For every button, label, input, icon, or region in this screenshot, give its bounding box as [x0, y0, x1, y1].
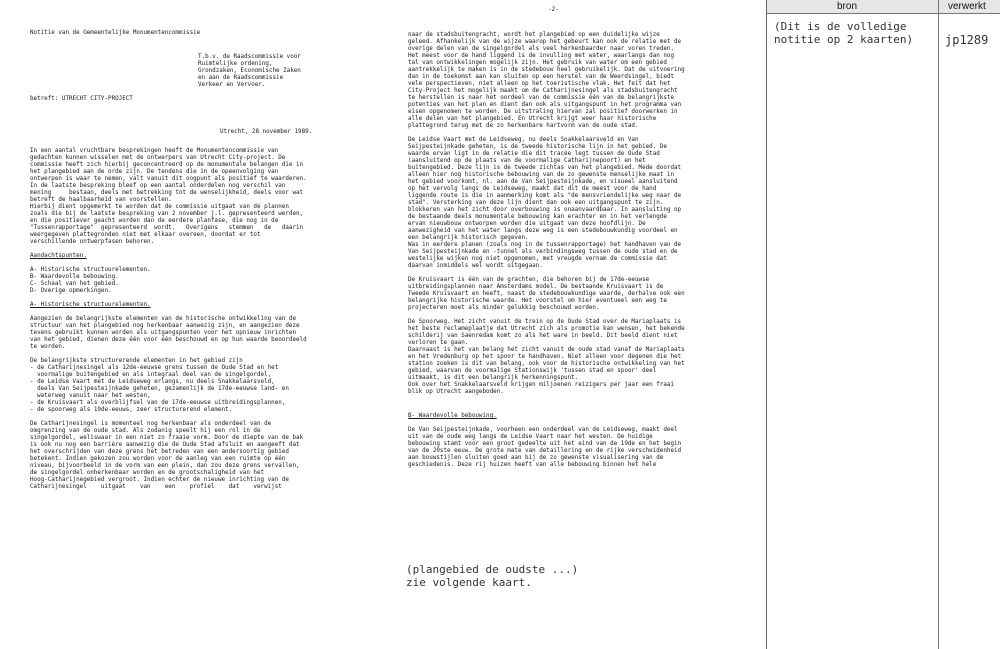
verwerkt-note: jp1289	[945, 33, 989, 47]
address-line: Ruimtelijke ordening,	[198, 61, 273, 67]
column-divider	[938, 0, 939, 649]
point-item: D- Overige opmerkingen.	[30, 288, 112, 294]
address-block	[198, 54, 392, 89]
left-column	[30, 0, 392, 491]
elements-list: - de Catharijnesingel als 12de-eeuwse grens tussen de Oude Stad en het voormalige buitengebied en als integraal deel van de singelgordel, - de Leidse Vaart met de Leidseweg erlangs, nu deels Snakkelaarsveld, deels Van Seijpesteijnkade geheten, gezamenlijk de 17de-eeuwse land- en waterweg vanuit naar het westen, - de Kruisvaart als overblijfsel van de 17de-eeuwse uitbreidingsplannen, - de spoorweg als 19de-eeuws, zeer structurerend element.	[30, 365, 289, 413]
point-item: A- Historische structuurelementen.	[30, 267, 151, 273]
handwritten-line: (plangebied de oudste ...)	[406, 563, 579, 576]
address-line: Verkeer en Vervoer.	[198, 82, 266, 88]
section-b-heading: B- Waardevolle bebouwing.	[408, 413, 497, 419]
address-line: Grondzaken, Economische Zaken	[198, 68, 301, 74]
elements-intro: De belangrijkste structurerende elementen in het gebied zijn	[30, 358, 243, 364]
document-heading: Notitie van de Gemeentelijke Monumentencommissie	[30, 30, 201, 36]
index-card-panel	[766, 0, 1000, 649]
subject-line: betreft: UTRECHT CITY-PROJECT	[30, 96, 133, 102]
verwerkt-note-container	[945, 34, 988, 47]
address-line: en aan de Raadscommissie	[198, 75, 284, 81]
intro-paragraph: In een aantal vruchtbare besprekingen heeft de Monumentencommissie van gedachten kunnen wisselen met de ontwerpers van Utrecht City-project. De commissie heeft zich hierbij geconcentreerd op de monumentale belangen die in het plangebied aan de orde zijn. De tendens die in de opeenvolging van ontwerpen is waar te nemen, valt vanuit dit oogpunt als positief te waarderen. In de laatste bespreking bleef op een aantal onderdelen nog verschil van mening bestaan, deels met betrekking tot de wenselijkheid, deels voor wat betreft de haalbaarheid van voorstellen. Hierbij dient opgemerkt te worden dat de commissie uitgaat van de plannen zoals die bij de laatste bespreking van 2 november j.l. gepresenteerd werden, en die positiever geacht worden dan de eerdere planfase, die nog in de "Tussenrapportage" gepresenteerd wordt. Overigens stemmen de daarin weergegeven plattegronden niet met elkaar overeen, doordat er tot verschillende ontwerpfasen behoren.	[30, 148, 307, 245]
bron-note: (Dit is de volledige notitie op 2 kaarten)	[774, 20, 914, 46]
date-line: Utrecht, 28 november 1989.	[220, 129, 313, 135]
point-item: B- Waardevolle bebouwing.	[30, 274, 119, 280]
catharijnesingel-paragraph: De Catharijnesingel is momenteel nog herkenbaar als onderdeel van de omgrenzing van de oude stad. Als zodanig speelt hij een rol in de singelgordel, weliswaar in een niet zo fraaie vorm. Door de diepte van de bak is ook nu nog een barrière aanwezig die de Oude Stad afsluit en aangeeft dat het overschrijden van deze grens het betreden van een andersoortig gebied betekent. Indien gekozen zou worden voor de aanleg van een ruimte op één niveau, bijvoorbeeld in de vorm van een plein, dan zou deze grens vervallen, de singelgordel onherkenbaar worden en de grootschaligheid van het Hoog-Catharijnegebied vergroot. Indien echter de nieuwe inrichting van de Catharijnesingel uitgaat van een profiel dat verwijst	[30, 421, 304, 490]
kruisvaart-paragraph: De Kruisvaart is één van de grachten, die behoren bij de 17de-eeuwse uitbreidingsplannen naar Amsterdams model. De bestaande Kruisvaart is de Tweede Kruisvaart en heeft, naast de stedebouwkundige waarde, derhalve ook een belangrijke historische waarde. Het voorstel om hier eventueel een weg te projecteren moet als minder gelukkig beschouwd worden.	[408, 277, 685, 311]
section-b-paragraph: De Van Seijpesteijnkade, voorheen een onderdeel van de Leidseweg, maakt deel uit van de oude weg langs de Leidse Vaart naar het westen. De huidige bebouwing stamt voor een groot gedeelte uit het eind van de 19de en het begin van de 20ste eeuw. De grote mate van detaillering en de rijke verscheidenheid aan bouwstijlen sluiten goed aan bij de zo gewenste visualisering van de geschiedenis. Deze rij huizen heeft van alle bebouwing binnen het hele	[408, 427, 682, 468]
aandachtspunten-heading: Aandachtspunten.	[30, 253, 87, 259]
card-header	[767, 0, 1000, 14]
handwritten-note	[406, 563, 578, 589]
handwritten-line: zie volgende kaart.	[406, 576, 532, 589]
col-verwerkt-label: verwerkt	[948, 1, 986, 12]
section-a-paragraph: Aangezien de belangrijkste elementen van de historische ontwikkeling van de structuur van het plangebied nog herkenbaar aanwezig zijn, en aangezien deze tevens gebruikt kunnen worden als uitgangspunten voor het opnieuw inrichten van het gebied, dienen deze één voor één beschouwd en op hun waarde beoordeeld te worden.	[30, 316, 307, 350]
section-a-heading: A- Historische structuurelementen.	[30, 302, 151, 308]
leidse-vaart-paragraph: De Leidse Vaart met de Leidseweg, nu deels Snakkelaarsveld en Van Seijpesteijnkade geheten, is de tweede historische lijn in het gebied. De waarde ervan ligt in de relatie die dit tracée legt tussen de Oude Stad (aansluitend op de plaats van de voormalige Catharijnepoort) en het buitengebied. Deze lijn is de tweede zichtas van het plangebied. Mede doordat alleen hier nog historische bebouwing van de zo gewenste menselijke maat in het gebied voorkomt, nl. aan de Van Seijpesteijnkade, en visueel aansluitend op het vervolg langs de Leidseweg, maakt dat dit de meest voor de hand liggende route is die in aanmerking komt als "de mensvriendelijke weg naar de stad". Versterking van deze lijn dient dan ook een uitgangspunt te zijn. blokkeren van het zicht door overbouwing is onaanvaardbaar. In aansluiting op de bestaande deels monumentale bebouwing kan erachter en in het verlengde ervan nieuwbouw ontworpen worden die uitgaat van deze hoofdlijn. De aanwezigheid van het water langs deze weg is een stedebouwkundig voordeel en een belangrijk historisch gegeven. Was in eerdere planen (zoals nog in de tussenrapportage) het handhaven van de Van Seijpesteijnkade en -tunnel als verbindingsweg tussen de oude stad en de westelijke wijken nog niet opgenomen, met vreugde vernam de commissie dat daarvan inmiddels wel wordt uitgegaan.	[408, 137, 682, 269]
address-line: T.b.v. de Raadscommissie voor	[198, 54, 301, 60]
singel-continuation: naar de stadsbuitengracht, wordt het plangebied op een duidelijke wijze geleed. Afhankelijk van de wijze waarop het gebeurt kan ook de relatie met de overige delen van de singelgordel als veel herkenbaarder naar voren treden. Het meest voor de hand liggend is de invulling met water, waarlangs dan nog tal van ontwikkelingen mogelijk zijn. Het gebruik van water om een gebied aantrekkelijk te maken is in de stedebouw heel gebruikelijk. Dat de uitvoering dan in de toekomst aan kan sluiten op een herstel van de Weerdsingel, biedt vele perspectieven, niet alleen op het toeristische vlak. Het feit dat het City-Project het mogelijk maakt om de Catharijnesingel als stadsbuitengracht te herstellen is naar het oordeel van de commissie één van de belangrijkste potenties van het plan en dient dan ook als uitgangspunt in het programma van eisen opgenomen te worden. De uitstraling hiervan zal positief doorwerken in alle delen van het plangebied. En Utrecht krijgt weer haar historische plattegrond terug met de zo herkenbare hartvorm van de oude stad.	[408, 32, 685, 129]
point-item: C- Schaal van het gebied.	[30, 281, 119, 287]
page-number: -2-	[548, 6, 559, 13]
col-bron-label: bron	[837, 1, 858, 12]
spoorweg-paragraph: De Spoorweg. Het zicht vanuit de trein op de Oude Stad over de Mariaplaats is het beste reclameplaatje dat Utrecht zich als promotie kan wensen, het bekende schilderij van Saenredam komt zo als het ware in beeld. Dit beeld dient niet verloren te gaan. Daarnaast is het van belang het zicht vanuit de oude stad vanaf de Mariaplaats en het Vredenburg op het spoor te handhaven. Niet alleen voor degenen die het station zoeken is dit van belang, ook voor de historische ontwikkeling van het gebied, waarvan de voormalige Stationswijk 'tussen stad en spoor' deel uitmaakt, is dit een belangrijk herkenningspunt. Ook over het Snakkelaarsveld krijgen miljoenen reizigers per jaar een fraai blik op Utrecht aangeboden.	[408, 319, 685, 395]
